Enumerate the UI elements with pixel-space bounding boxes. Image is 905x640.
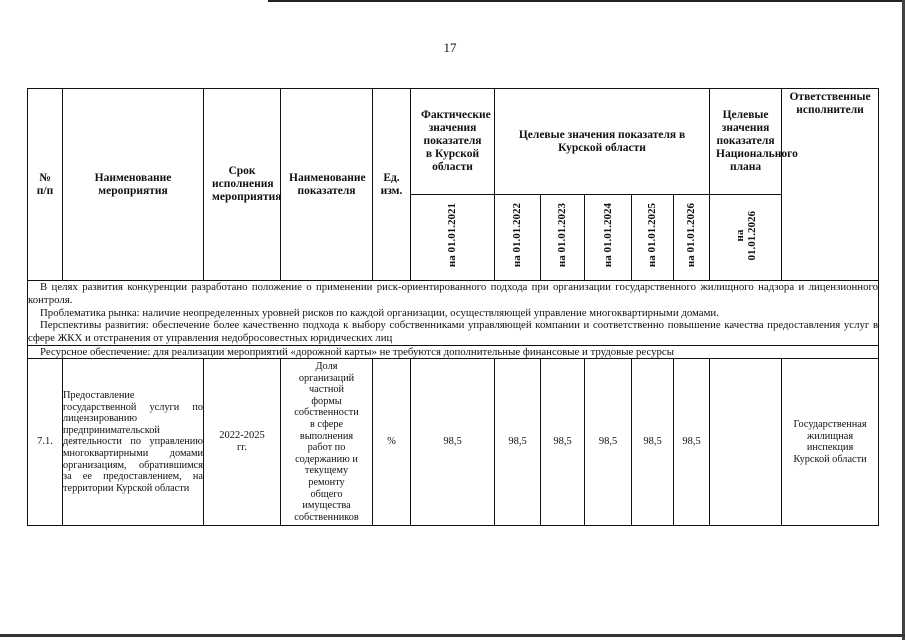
header-national-date-cell	[710, 195, 782, 281]
resources-note: Ресурсное обеспечение: для реализации мероприятий «дорожной карты» не требуются дополнительные финансовые и трудовые ресурсы	[28, 345, 879, 358]
scan-edge-top	[268, 0, 905, 2]
row-deadline: 2022-2025 гг.	[204, 358, 281, 525]
row-target-2022: 98,5	[495, 358, 541, 525]
scan-edge-bottom	[0, 634, 905, 637]
row-national	[710, 358, 782, 525]
note-market-problems: Проблематика рынка: наличие неопределенных уровней рисков по каждой организации, осуществляющей управление многоквартирными домами.	[40, 306, 719, 319]
notes-block	[28, 281, 879, 346]
header-date-2025-cell	[632, 195, 674, 281]
header-responsible: Ответственные исполнители	[782, 89, 879, 281]
roadmap-table	[27, 88, 879, 526]
row-target-2026: 98,5	[674, 358, 710, 525]
note-prospects: Перспективы развития: обеспечение более качественно подхода к выбору собственниками управляющей компании и соответственно повышение качества предоставления услуг в сфере ЖКХ и отстранения от управления недобросовестных юридических лиц	[28, 319, 879, 345]
header-date-2025: на 01.01.2025	[646, 203, 658, 268]
header-date-2026-cell	[674, 195, 710, 281]
row-event: Предоставление государственной услуги по лицензированию предпринимательской деятельности по управлению многоквартирными домами организациям, обратившимся за ее предоставлением, на территории Курской области	[63, 358, 204, 525]
header-actual-values: Фактические значения показателя в Курской области	[411, 89, 495, 195]
header-date-2024: на 01.01.2024	[601, 203, 614, 268]
row-responsible: Государственная жилищная инспекция Курской области	[782, 358, 879, 525]
header-date-2023-cell	[541, 195, 585, 281]
row-num: 7.1.	[28, 358, 63, 525]
header-target-values: Целевые значения показателя в Курской области	[495, 89, 710, 195]
row-target-2023: 98,5	[541, 358, 585, 525]
header-national-date: на 01.01.2026	[733, 210, 758, 261]
header-event-name: Наименование мероприятия	[63, 89, 204, 281]
page-number: 17	[443, 40, 457, 55]
header-date-2023: на 01.01.2023	[556, 203, 568, 268]
header-date-2021-cell	[411, 195, 495, 281]
table-row	[28, 358, 879, 525]
header-deadline: Срок исполнения мероприятия	[204, 89, 281, 281]
header-unit: Ед. изм.	[373, 89, 411, 281]
note-competition: В целях развития конкуренции разработано положение о применении риск-ориентированного подхода при организации государственного жилищного надзора и лицензионного контроля.	[28, 281, 879, 306]
header-date-2024-cell	[585, 195, 632, 281]
header-date-2022: на 01.01.2022	[511, 203, 523, 268]
row-target-2025: 98,5	[632, 358, 674, 525]
header-date-2021: на 01.01.2021	[446, 203, 458, 268]
header-date-2022-cell	[495, 195, 541, 281]
header-national-target: Целевые значения показателя Национального плана	[710, 89, 782, 195]
row-target-2024: 98,5	[585, 358, 632, 525]
row-indicator: Доля организаций частной формы собственности в сфере выполнения работ по содержанию и текущему ремонту общего имущества собственников	[281, 358, 373, 525]
row-unit: %	[373, 358, 411, 525]
row-actual: 98,5	[411, 358, 495, 525]
header-num: № п/п	[28, 89, 63, 281]
header-indicator-name: Наименование показателя	[281, 89, 373, 281]
header-date-2026: на 01.01.2026	[685, 203, 698, 268]
